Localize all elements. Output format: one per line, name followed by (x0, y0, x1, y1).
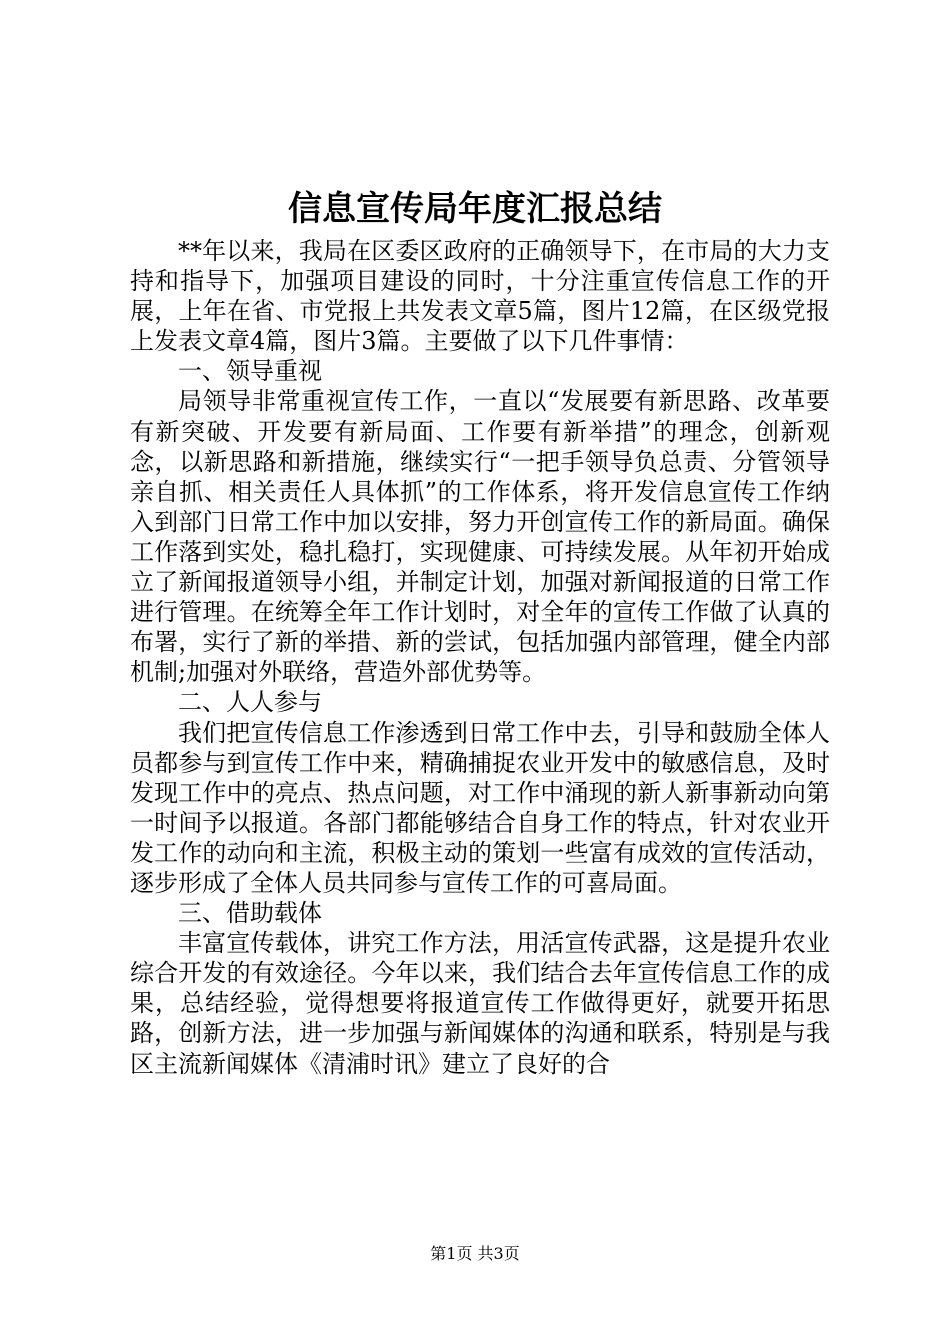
section-heading-1: 一、领导重视 (178, 357, 322, 386)
intro-paragraph: **年以来，我局在区委区政府的正确领导下，在市局的大力支持和指导下，加强项目建设的同时，十分注重宣传信息工作的开展，上年在省、市党报上共发表文章5篇，图片12篇，在区级党报上发表文章4篇，图片3篇。主要做了以下几件事情： (130, 237, 830, 356)
section-heading-3: 三、借助载体 (178, 899, 322, 928)
document-body (130, 236, 830, 1079)
page-number-footer: 第1页 共3页 (430, 1244, 520, 1263)
section-paragraph-3: 丰富宣传载体，讲究工作方法，用活宣传武器，这是提升农业综合开发的有效途径。今年以来，我们结合去年宣传信息工作的成果，总结经验，觉得想要将报道宣传工作做得更好，就要开拓思路，创新方法，进一步加强与新闻媒体的沟通和联系，特别是与我区主流新闻媒体《清浦时讯》建立了良好的合 (130, 929, 830, 1078)
section-heading-2: 二、人人参与 (178, 688, 322, 717)
section-paragraph-1: 局领导非常重视宣传工作，一直以“发展要有新思路、改革要有新突破、开发要有新局面、工作要有新举措”的理念，创新观念，以新思路和新措施，继续实行“一把手领导负总责、分管领导亲自抓、相关责任人具体抓”的工作体系，将开发信息宣传工作纳入到部门日常工作中加以安排，努力开创宣传工作的新局面。确保工作落到实处，稳扎稳打，实现健康、可持续发展。从年初开始成立了新闻报道领导小组，并制定计划，加强对新闻报道的日常工作进行管理。在统筹全年工作计划时，对全年的宣传工作做了认真的布署，实行了新的举措、新的尝试，包括加强内部管理，健全内部机制;加强对外联络，营造外部优势等。 (130, 387, 830, 687)
section-paragraph-2: 我们把宣传信息工作渗透到日常工作中去，引导和鼓励全体人员都参与到宣传工作中来，精确捕捉农业开发中的敏感信息，及时发现工作中的亮点、热点问题，对工作中涌现的新人新事新动向第一时间予以报道。各部门都能够结合自身工作的特点，针对农业开发工作的动向和主流，积极主动的策划一些富有成效的宣传活动，逐步形成了全体人员共同参与宣传工作的可喜局面。 (130, 718, 830, 897)
document-title: 信息宣传局年度汇报总结 (288, 189, 662, 229)
